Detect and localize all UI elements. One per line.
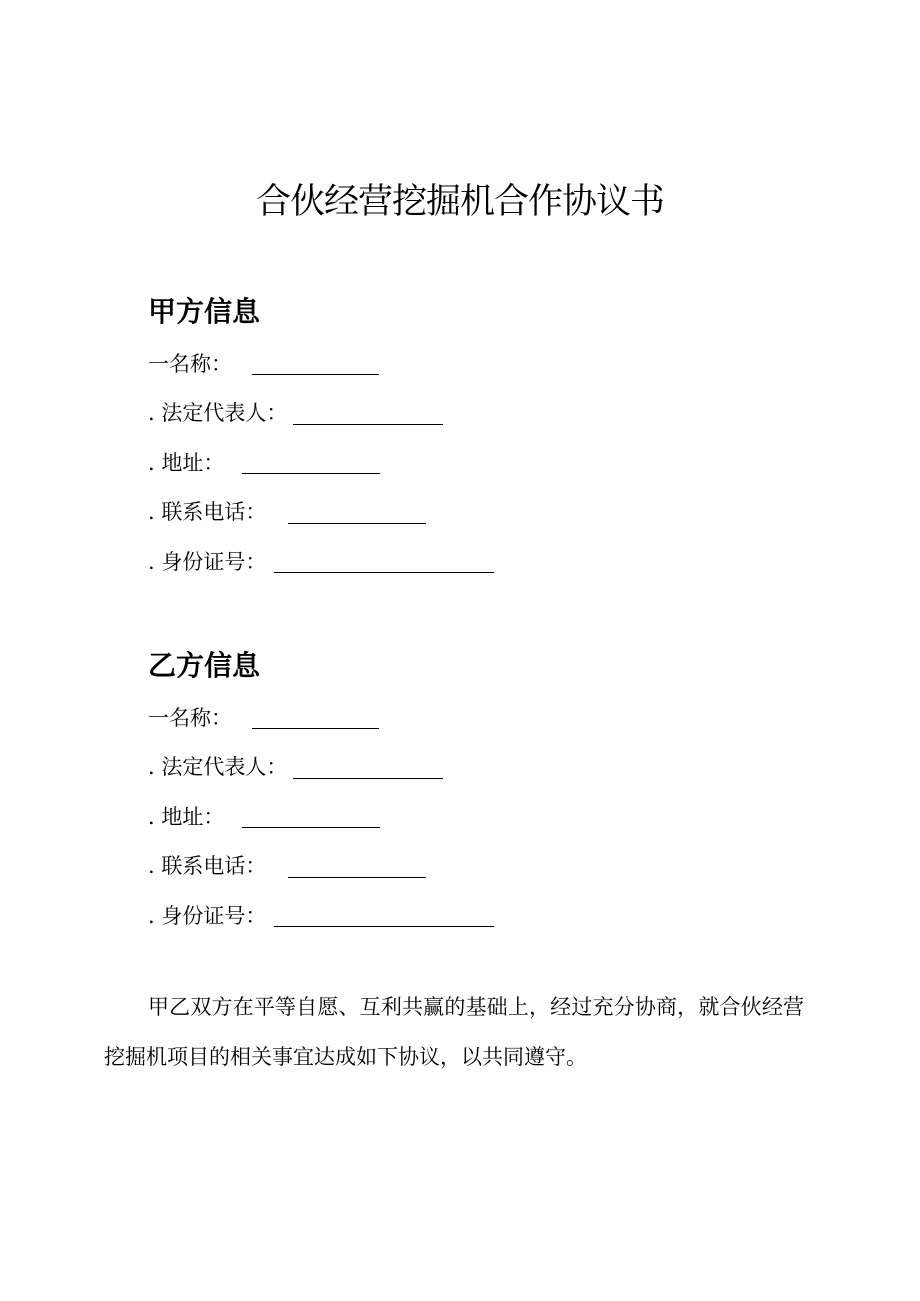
blank-line: [293, 406, 443, 425]
party-a-legal-rep-field: [148, 388, 768, 438]
party-b-name-field: [148, 692, 768, 742]
party-a-name-field: [148, 338, 768, 388]
blank-line: [274, 554, 494, 573]
party-a-phone-field: [148, 487, 768, 537]
field-label: . 地址：: [148, 450, 225, 475]
document-title: 合伙经营挖掘机合作协议书: [255, 182, 664, 222]
field-label: . 法定代表人：: [148, 401, 288, 426]
blank-line: [242, 455, 380, 474]
party-a-address-field: [148, 437, 768, 487]
party-a-section: [148, 290, 768, 586]
intro-paragraph: 甲乙双方在平等自愿、互利共赢的基础上，经过充分协商，就合伙经营挖掘机项目的相关事宜达成如下协议，以共同遵守。: [104, 995, 804, 1069]
blank-line: [242, 809, 380, 828]
party-a-id-field: [148, 536, 768, 586]
field-label: . 地址：: [148, 804, 225, 829]
field-label: . 身份证号：: [148, 549, 267, 574]
party-b-legal-rep-field: [148, 742, 768, 792]
party-b-phone-field: [148, 841, 768, 891]
blank-line: [252, 710, 379, 729]
party-b-section: [148, 644, 768, 940]
blank-line: [288, 859, 426, 878]
field-label: . 身份证号：: [148, 903, 267, 928]
blank-line: [252, 356, 379, 375]
party-b-heading: 乙方信息: [148, 649, 261, 682]
field-label: 一名称：: [148, 705, 232, 730]
field-label: . 法定代表人：: [148, 755, 288, 780]
party-b-address-field: [148, 791, 768, 841]
blank-line: [293, 760, 443, 779]
field-label: 一名称：: [148, 351, 232, 376]
field-label: . 联系电话：: [148, 854, 267, 879]
party-a-heading: 甲方信息: [148, 295, 261, 328]
field-label: . 联系电话：: [148, 500, 267, 525]
blank-line: [274, 908, 494, 927]
blank-line: [288, 505, 426, 524]
party-b-id-field: [148, 890, 768, 940]
